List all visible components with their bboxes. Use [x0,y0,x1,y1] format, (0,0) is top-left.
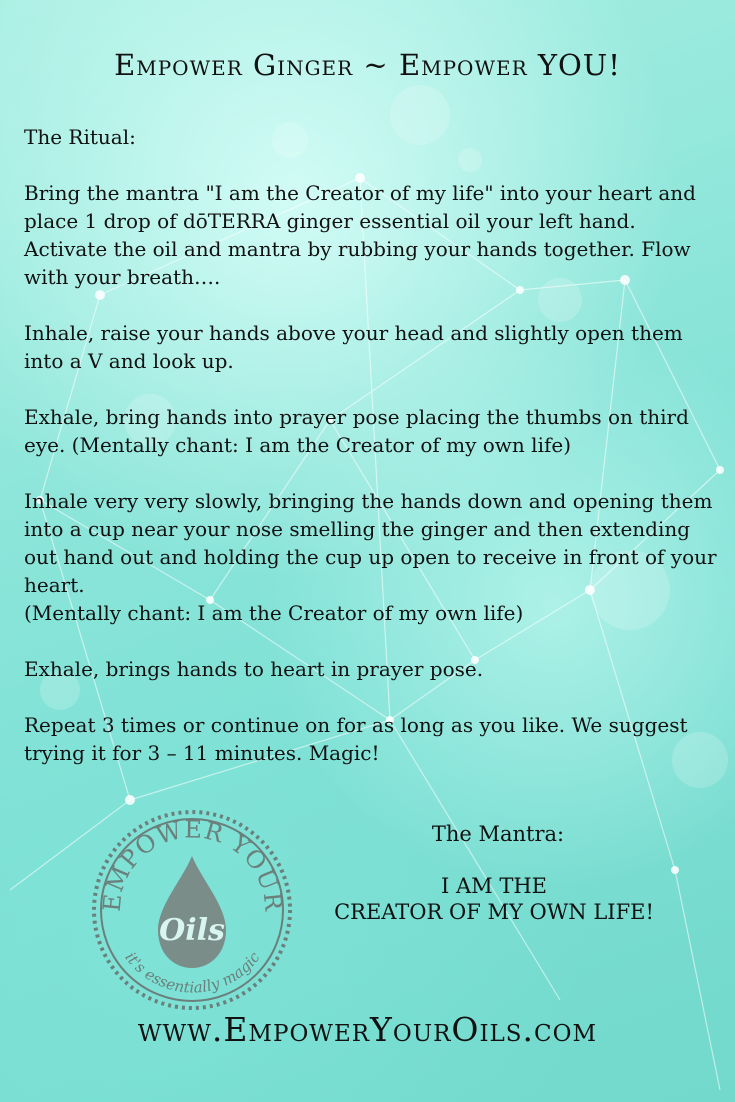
mantra-heading: The Mantra: [431,822,565,846]
ritual-repeat: Repeat 3 times or continue on for as long as you like. We suggest trying it for 3 – 11 minutes. Magic! [24,713,688,765]
ritual-chant: (Mentally chant: I am the Creator of my own life) [24,601,524,625]
ritual-intro: Bring the mantra "I am the Creator of my life" into your heart and place 1 drop of dōTERRA ginger essential oil your left hand. Activate the oil and mantra by rubbing your hands together. Flow with your breath…. [24,181,696,289]
ritual-step-exhale: Exhale, bring hands into prayer pose placing the thumbs on third eye. (Mentally chant: I am the Creator of my own life) [24,405,689,457]
mantra-line-1: I AM THE [441,874,547,898]
page-title: Empower Ginger ~ Empower YOU! [114,48,621,82]
ritual-text [24,123,724,795]
drop-icon [158,856,226,968]
logo-ring-top: EMPOWER YOUR [97,815,288,913]
mantra-line-2: CREATOR OF MY OWN LIFE! [334,900,654,924]
website-link[interactable]: www.EmpowerYourOils.com [137,1010,598,1049]
ritual-step-inhale: Inhale, raise your hands above your head and slightly open them into a V and look up. [24,321,683,373]
logo-drop-text: Oils [159,913,225,948]
ritual-step-inhale-slow: Inhale very very slowly, bringing the hands down and opening them into a cup near your nose smelling the ginger and then extending out hand out and holding the cup up open to receive in front of your heart. [24,489,717,597]
empower-your-oils-logo [90,808,295,1013]
ritual-heading: The Ritual: [24,125,136,149]
logo-ring-bottom: it's essentially magic [121,948,264,997]
ritual-step-exhale-heart: Exhale, brings hands to heart in prayer pose. [24,657,484,681]
